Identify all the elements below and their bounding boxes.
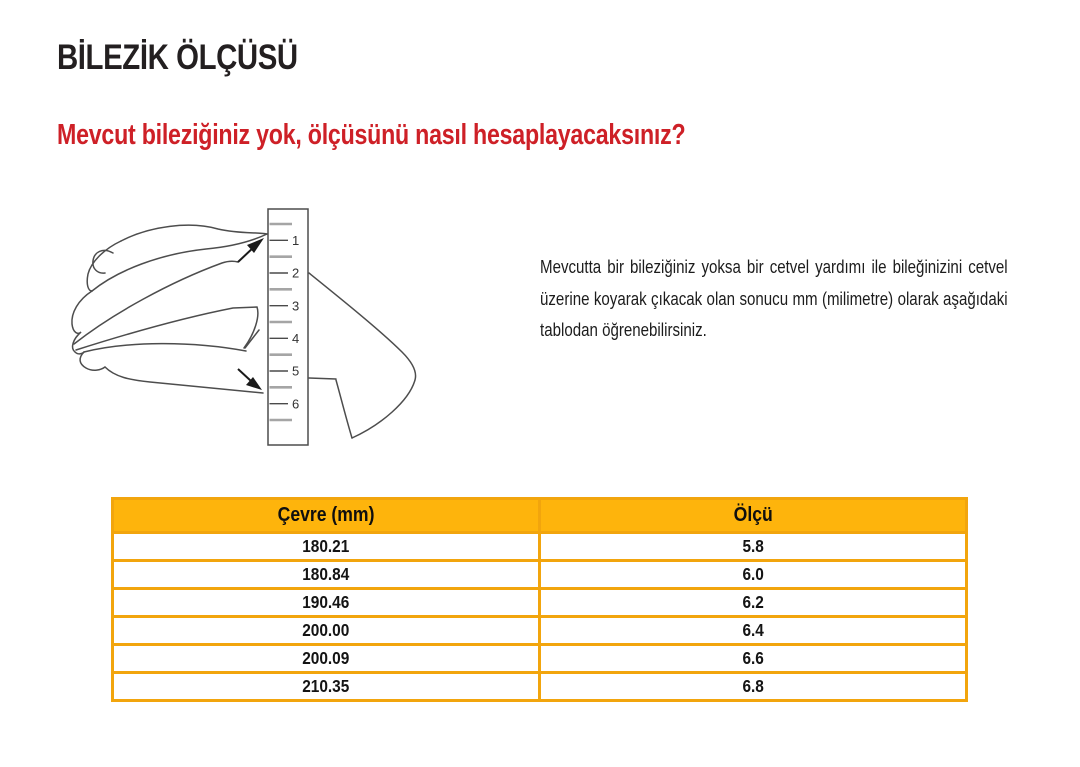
size-cell: 6.6: [540, 645, 967, 673]
ruler-number-5: 5: [292, 363, 300, 379]
page-subtitle: Mevcut bileziğiniz yok, ölçüsünü nasıl hesaplayacaksınız?: [57, 119, 686, 151]
table-row: [113, 617, 967, 645]
table-row: [113, 673, 967, 701]
size-cell: 6.0: [540, 561, 967, 589]
circumference-cell: 180.21: [113, 533, 540, 561]
forearm-outline: [309, 273, 416, 438]
size-cell: 6.2: [540, 589, 967, 617]
page-title: BİLEZİK ÖLÇÜSÜ: [57, 38, 298, 77]
table-row: [113, 561, 967, 589]
ruler: [268, 209, 308, 445]
instruction-paragraph: Mevcutta bir bileziğiniz yoksa bir cetvel yardımı ile bileğinizini cetvel üzerine koyarak çıkacak olan sonucu mm (milimetre) olarak aşağıdaki tablodan öğrenebilirsiniz.: [540, 257, 1008, 340]
ruler-number-3: 3: [292, 298, 300, 314]
ruler-number-2: 2: [292, 265, 300, 281]
column-header-size: Ölçü: [540, 499, 967, 533]
ruler-number-6: 6: [292, 396, 300, 412]
size-cell: 6.8: [540, 673, 967, 701]
column-header-circumference: Çevre (mm): [113, 499, 540, 533]
table-row: [113, 533, 967, 561]
circumference-cell: 190.46: [113, 589, 540, 617]
ruler-number-4: 4: [292, 331, 300, 346]
hand-outline: [72, 225, 267, 393]
hand-ruler-illustration: [60, 195, 450, 465]
table-row: [113, 589, 967, 617]
circumference-cell: 180.84: [113, 561, 540, 589]
size-table-header-row: [113, 499, 967, 533]
size-cell: 6.4: [540, 617, 967, 645]
table-row: [113, 645, 967, 673]
ruler-number-1: 1: [292, 233, 300, 248]
hand-ruler-svg: [60, 195, 450, 465]
circumference-cell: 210.35: [113, 673, 540, 701]
arrow-to-wrist-mark: [238, 369, 262, 390]
arrow-to-tick-1: [238, 238, 264, 262]
size-table: [111, 497, 968, 702]
circumference-cell: 200.00: [113, 617, 540, 645]
circumference-cell: 200.09: [113, 645, 540, 673]
size-cell: 5.8: [540, 533, 967, 561]
